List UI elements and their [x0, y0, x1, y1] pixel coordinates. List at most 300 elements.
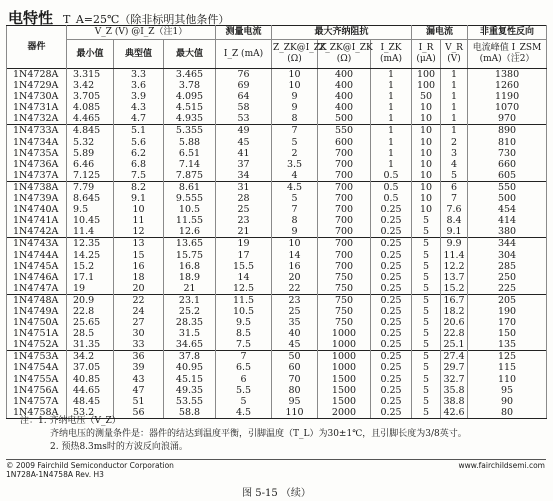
- table-row: [7, 328, 547, 339]
- cell-zzk-a: 10: [272, 238, 318, 250]
- cell-device: 1N4750A: [7, 317, 67, 328]
- cell-ir: 5: [412, 272, 441, 283]
- cell-izk: 0.5: [371, 181, 412, 193]
- cell-vr: 1: [441, 91, 468, 102]
- cell-device: 1N4754A: [7, 362, 67, 373]
- cell-zzk-b: 750: [318, 317, 371, 328]
- cell-vz-typ: 11: [114, 215, 164, 226]
- cell-iz: 12.5: [216, 283, 272, 295]
- cell-device: 1N4733A: [7, 125, 67, 137]
- cell-vz-min: 6.46: [67, 159, 114, 170]
- cell-izk: 0.25: [371, 238, 412, 250]
- cell-vz-max: 25.2: [164, 306, 216, 317]
- cell-zzk-b: 700: [318, 193, 371, 204]
- cell-ir: 5: [412, 238, 441, 250]
- cell-zzk-b: 1500: [318, 385, 371, 396]
- cell-zzk-a: 25: [272, 306, 318, 317]
- cell-vr: 6: [441, 181, 468, 193]
- cell-vr: 1: [441, 125, 468, 137]
- cell-ir: 10: [412, 204, 441, 215]
- cell-izsm: 454: [468, 204, 547, 215]
- cell-zzk-b: 400: [318, 91, 371, 102]
- cell-izk: 0.25: [371, 226, 412, 238]
- table-row: [7, 193, 547, 204]
- table-row: [7, 339, 547, 351]
- cell-device: 1N4744A: [7, 250, 67, 261]
- cell-vz-max: 13.65: [164, 238, 216, 250]
- cell-vr: 42.6: [441, 407, 468, 419]
- cell-vz-typ: 39: [114, 362, 164, 373]
- cell-izk: 1: [371, 102, 412, 113]
- cell-ir: 5: [412, 362, 441, 373]
- header-vr: V_R (V): [441, 40, 468, 69]
- cell-vz-typ: 20: [114, 283, 164, 295]
- cell-device: 1N4730A: [7, 91, 67, 102]
- cell-izk: 0.5: [371, 193, 412, 204]
- note-1-detail: 齐纳电压的测量条件是：器件的结达到温度平衡，引脚温度（T_L）为30±1℃，且引脚长度为3/8英寸。: [50, 429, 467, 439]
- cell-zzk-a: 45: [272, 339, 318, 351]
- cell-vz-min: 53.2: [67, 407, 114, 419]
- cell-zzk-b: 750: [318, 294, 371, 306]
- footnotes: [20, 415, 467, 454]
- cell-vz-max: 21: [164, 283, 216, 295]
- cell-vr: 16.7: [441, 294, 468, 306]
- header-leakage: 漏电流: [412, 26, 468, 40]
- cell-iz: 14: [216, 272, 272, 283]
- cell-zzk-b: 700: [318, 238, 371, 250]
- cell-vz-typ: 5.6: [114, 137, 164, 148]
- cell-zzk-a: 10: [272, 69, 318, 81]
- cell-ir: 50: [412, 91, 441, 102]
- cell-izk: 0.25: [371, 294, 412, 306]
- cell-izk: 0.25: [371, 339, 412, 351]
- cell-ir: 5: [412, 396, 441, 407]
- cell-zzk-b: 1000: [318, 339, 371, 351]
- cell-vz-max: 4.515: [164, 102, 216, 113]
- cell-izk: 1: [371, 148, 412, 159]
- table-row: [7, 113, 547, 125]
- cell-ir: 5: [412, 226, 441, 238]
- cell-izsm: 90: [468, 396, 547, 407]
- table-row: [7, 226, 547, 238]
- cell-vz-max: 45.15: [164, 374, 216, 385]
- cell-ir: 10: [412, 125, 441, 137]
- cell-ir: 10: [412, 113, 441, 125]
- cell-vz-max: 9.555: [164, 193, 216, 204]
- cell-izsm: 135: [468, 339, 547, 351]
- cell-vz-typ: 51: [114, 396, 164, 407]
- cell-izk: 0.25: [371, 374, 412, 385]
- cell-zzk-b: 1000: [318, 351, 371, 363]
- cell-zzk-a: 16: [272, 261, 318, 272]
- cell-iz: 11.5: [216, 294, 272, 306]
- note-1: 注：1. 齐纳电压（V_Z）: [20, 416, 121, 426]
- cell-vz-max: 5.88: [164, 137, 216, 148]
- cell-vz-typ: 3.6: [114, 80, 164, 91]
- cell-izsm: 190: [468, 306, 547, 317]
- cell-izk: 1: [371, 137, 412, 148]
- header-zzk-b: Z_ZK@I_ZK (Ω): [318, 40, 371, 69]
- cell-device: 1N4753A: [7, 351, 67, 363]
- cell-vz-max: 4.095: [164, 91, 216, 102]
- cell-izk: 0.25: [371, 317, 412, 328]
- footer-rule: [6, 459, 546, 460]
- cell-ir: 100: [412, 69, 441, 81]
- cell-vz-min: 7.125: [67, 170, 114, 182]
- cell-vz-max: 31.5: [164, 328, 216, 339]
- table-row: [7, 170, 547, 182]
- cell-zzk-b: 400: [318, 102, 371, 113]
- cell-vz-min: 28.5: [67, 328, 114, 339]
- cell-vz-min: 3.42: [67, 80, 114, 91]
- cell-izk: 0.25: [371, 215, 412, 226]
- cell-vz-min: 37.05: [67, 362, 114, 373]
- table-row: [7, 250, 547, 261]
- cell-izk: 0.25: [371, 250, 412, 261]
- cell-ir: 5: [412, 407, 441, 419]
- cell-izsm: 170: [468, 317, 547, 328]
- cell-izsm: 250: [468, 272, 547, 283]
- cell-zzk-b: 750: [318, 272, 371, 283]
- cell-vr: 20.6: [441, 317, 468, 328]
- cell-vr: 29.7: [441, 362, 468, 373]
- cell-zzk-a: 9: [272, 102, 318, 113]
- cell-izsm: 1260: [468, 80, 547, 91]
- cell-vr: 3: [441, 148, 468, 159]
- test-condition: T_A=25℃（除非标明其他条件）: [63, 13, 230, 26]
- cell-vr: 7.6: [441, 204, 468, 215]
- cell-ir: 5: [412, 283, 441, 295]
- table-row: [7, 272, 547, 283]
- cell-device: 1N4740A: [7, 204, 67, 215]
- cell-ir: 5: [412, 215, 441, 226]
- cell-device: 1N4751A: [7, 328, 67, 339]
- cell-vz-max: 10.5: [164, 204, 216, 215]
- cell-vz-min: 44.65: [67, 385, 114, 396]
- cell-izsm: 890: [468, 125, 547, 137]
- cell-vz-max: 18.9: [164, 272, 216, 283]
- cell-vr: 27.4: [441, 351, 468, 363]
- cell-device: 1N4742A: [7, 226, 67, 238]
- table-row: [7, 374, 547, 385]
- table-row: [7, 294, 547, 306]
- cell-vr: 1: [441, 80, 468, 91]
- cell-vz-typ: 6.8: [114, 159, 164, 170]
- figure-caption: 图 5-15 （续）: [242, 488, 311, 499]
- cell-vr: 8.4: [441, 215, 468, 226]
- cell-vr: 9.1: [441, 226, 468, 238]
- cell-iz: 49: [216, 125, 272, 137]
- cell-izk: 0.25: [371, 306, 412, 317]
- cell-ir: 5: [412, 294, 441, 306]
- cell-zzk-b: 600: [318, 137, 371, 148]
- cell-vz-max: 16.8: [164, 261, 216, 272]
- cell-vr: 1: [441, 69, 468, 81]
- cell-izsm: 80: [468, 407, 547, 419]
- header-zener-impedance: 最大齐纳阻抗: [272, 26, 412, 40]
- cell-vr: 35.8: [441, 385, 468, 396]
- cell-vz-min: 5.89: [67, 148, 114, 159]
- cell-vz-typ: 7.5: [114, 170, 164, 182]
- cell-zzk-b: 400: [318, 69, 371, 81]
- cell-iz: 10.5: [216, 306, 272, 317]
- cell-izsm: 150: [468, 328, 547, 339]
- cell-zzk-a: 10: [272, 80, 318, 91]
- cell-vr: 18.2: [441, 306, 468, 317]
- cell-izk: 1: [371, 125, 412, 137]
- cell-iz: 23: [216, 215, 272, 226]
- cell-izsm: 1190: [468, 91, 547, 102]
- cell-zzk-a: 3.5: [272, 159, 318, 170]
- cell-vz-typ: 36: [114, 351, 164, 363]
- cell-vz-min: 12.35: [67, 238, 114, 250]
- cell-izk: 0.25: [371, 396, 412, 407]
- cell-izsm: 344: [468, 238, 547, 250]
- cell-izsm: 380: [468, 226, 547, 238]
- cell-vz-typ: 3.3: [114, 69, 164, 81]
- cell-iz: 5.5: [216, 385, 272, 396]
- cell-vz-typ: 4.3: [114, 102, 164, 113]
- cell-vz-typ: 56: [114, 407, 164, 419]
- cell-device: 1N4738A: [7, 181, 67, 193]
- cell-device: 1N4728A: [7, 69, 67, 81]
- cell-izk: 0.25: [371, 407, 412, 419]
- cell-device: 1N4757A: [7, 396, 67, 407]
- cell-vr: 1: [441, 102, 468, 113]
- table-row: [7, 80, 547, 91]
- cell-izsm: 810: [468, 137, 547, 148]
- cell-device: 1N4729A: [7, 80, 67, 91]
- cell-zzk-a: 95: [272, 396, 318, 407]
- cell-izsm: 115: [468, 362, 547, 373]
- cell-izk: 0.25: [371, 283, 412, 295]
- cell-ir: 5: [412, 374, 441, 385]
- cell-device: 1N4756A: [7, 385, 67, 396]
- cell-iz: 64: [216, 91, 272, 102]
- cell-vz-typ: 10: [114, 204, 164, 215]
- cell-izk: 0.25: [371, 204, 412, 215]
- cell-iz: 34: [216, 170, 272, 182]
- cell-ir: 5: [412, 250, 441, 261]
- cell-vr: 15.2: [441, 283, 468, 295]
- cell-vz-min: 15.2: [67, 261, 114, 272]
- cell-iz: 69: [216, 80, 272, 91]
- cell-vz-typ: 47: [114, 385, 164, 396]
- cell-vz-max: 34.65: [164, 339, 216, 351]
- cell-vz-max: 58.8: [164, 407, 216, 419]
- table-row: [7, 385, 547, 396]
- cell-ir: 5: [412, 328, 441, 339]
- cell-iz: 5: [216, 396, 272, 407]
- cell-device: 1N4758A: [7, 407, 67, 419]
- cell-device: 1N4755A: [7, 374, 67, 385]
- cell-zzk-b: 700: [318, 250, 371, 261]
- header-device: 器件: [7, 26, 67, 69]
- cell-iz: 7.5: [216, 339, 272, 351]
- cell-zzk-b: 1500: [318, 396, 371, 407]
- cell-vz-max: 11.55: [164, 215, 216, 226]
- cell-zzk-b: 400: [318, 80, 371, 91]
- cell-zzk-a: 50: [272, 351, 318, 363]
- cell-izsm: 970: [468, 113, 547, 125]
- cell-izsm: 110: [468, 374, 547, 385]
- header-izsm: 电流峰值 I_ZSM (mA)（注2）: [468, 40, 547, 69]
- cell-zzk-a: 5: [272, 193, 318, 204]
- cell-vz-typ: 4.7: [114, 113, 164, 125]
- cell-ir: 10: [412, 148, 441, 159]
- cell-iz: 31: [216, 181, 272, 193]
- cell-vz-max: 40.95: [164, 362, 216, 373]
- cell-vz-typ: 5.1: [114, 125, 164, 137]
- cell-zzk-b: 550: [318, 125, 371, 137]
- cell-izk: 0.5: [371, 170, 412, 182]
- cell-zzk-b: 750: [318, 306, 371, 317]
- cell-vz-typ: 30: [114, 328, 164, 339]
- cell-iz: 15.5: [216, 261, 272, 272]
- cell-izsm: 125: [468, 351, 547, 363]
- cell-vr: 9.9: [441, 238, 468, 250]
- cell-zzk-a: 22: [272, 283, 318, 295]
- cell-vz-max: 15.75: [164, 250, 216, 261]
- cell-vz-min: 3.705: [67, 91, 114, 102]
- header-typ: 典型值: [114, 40, 164, 69]
- cell-izk: 0.25: [371, 272, 412, 283]
- cell-zzk-b: 1000: [318, 362, 371, 373]
- cell-device: 1N4748A: [7, 294, 67, 306]
- table-row: [7, 283, 547, 295]
- cell-zzk-b: 700: [318, 181, 371, 193]
- cell-iz: 21: [216, 226, 272, 238]
- cell-izk: 0.25: [371, 351, 412, 363]
- cell-zzk-a: 4: [272, 170, 318, 182]
- header-vz: V_Z (V) @I_Z（注1）: [67, 26, 216, 40]
- cell-vz-min: 25.65: [67, 317, 114, 328]
- header-min: 最小值: [67, 40, 114, 69]
- cell-vr: 32.7: [441, 374, 468, 385]
- cell-vz-min: 48.45: [67, 396, 114, 407]
- table-row: [7, 362, 547, 373]
- table-row: [7, 181, 547, 193]
- cell-zzk-a: 60: [272, 362, 318, 373]
- cell-izk: 1: [371, 113, 412, 125]
- cell-izsm: 500: [468, 193, 547, 204]
- cell-iz: 6.5: [216, 362, 272, 373]
- cell-vr: 4: [441, 159, 468, 170]
- cell-iz: 37: [216, 159, 272, 170]
- cell-izsm: 1070: [468, 102, 547, 113]
- cell-zzk-a: 9: [272, 226, 318, 238]
- table-row: [7, 204, 547, 215]
- cell-vz-min: 34.2: [67, 351, 114, 363]
- cell-iz: 76: [216, 69, 272, 81]
- cell-zzk-a: 8: [272, 113, 318, 125]
- cell-izsm: 1380: [468, 69, 547, 81]
- cell-izk: 1: [371, 159, 412, 170]
- table-row: [7, 137, 547, 148]
- cell-ir: 100: [412, 80, 441, 91]
- cell-vr: 11.4: [441, 250, 468, 261]
- cell-vz-typ: 22: [114, 294, 164, 306]
- cell-zzk-a: 40: [272, 328, 318, 339]
- cell-zzk-b: 700: [318, 226, 371, 238]
- cell-device: 1N4737A: [7, 170, 67, 182]
- cell-vr: 12.2: [441, 261, 468, 272]
- cell-vz-max: 28.35: [164, 317, 216, 328]
- cell-vz-min: 20.9: [67, 294, 114, 306]
- cell-izsm: 730: [468, 148, 547, 159]
- cell-ir: 5: [412, 339, 441, 351]
- part-revision: 1N728A-1N4758A Rev. H3: [6, 470, 104, 479]
- cell-vr: 38.8: [441, 396, 468, 407]
- cell-izk: 1: [371, 69, 412, 81]
- cell-vz-typ: 13: [114, 238, 164, 250]
- cell-iz: 45: [216, 137, 272, 148]
- cell-zzk-a: 4.5: [272, 181, 318, 193]
- cell-vr: 25.1: [441, 339, 468, 351]
- table-row: [7, 91, 547, 102]
- cell-iz: 6: [216, 374, 272, 385]
- header-ir: I_R (μA): [412, 40, 441, 69]
- cell-izk: 0.25: [371, 328, 412, 339]
- table-row: [7, 396, 547, 407]
- cell-vz-min: 4.465: [67, 113, 114, 125]
- cell-vz-min: 8.645: [67, 193, 114, 204]
- cell-iz: 8.5: [216, 328, 272, 339]
- cell-vr: 5: [441, 170, 468, 182]
- cell-vz-min: 22.8: [67, 306, 114, 317]
- cell-vr: 22.8: [441, 328, 468, 339]
- cell-zzk-b: 700: [318, 204, 371, 215]
- table-row: [7, 69, 547, 81]
- cell-vz-max: 3.78: [164, 80, 216, 91]
- cell-vz-max: 7.14: [164, 159, 216, 170]
- note-2: 2. 预热8.3ms时的方波反向浪涌。: [50, 442, 188, 452]
- cell-vz-max: 53.55: [164, 396, 216, 407]
- cell-izsm: 304: [468, 250, 547, 261]
- cell-iz: 53: [216, 113, 272, 125]
- cell-vz-max: 49.35: [164, 385, 216, 396]
- cell-izsm: 225: [468, 283, 547, 295]
- footer-url: www.fairchildsemi.com: [458, 461, 545, 470]
- cell-device: 1N4743A: [7, 238, 67, 250]
- cell-vz-min: 5.32: [67, 137, 114, 148]
- cell-vz-min: 9.5: [67, 204, 114, 215]
- cell-vz-min: 10.45: [67, 215, 114, 226]
- cell-device: 1N4746A: [7, 272, 67, 283]
- cell-vz-min: 11.4: [67, 226, 114, 238]
- cell-izk: 0.25: [371, 261, 412, 272]
- table-row: [7, 102, 547, 113]
- cell-vz-typ: 27: [114, 317, 164, 328]
- cell-vz-max: 3.465: [164, 69, 216, 81]
- cell-iz: 58: [216, 102, 272, 113]
- cell-device: 1N4741A: [7, 215, 67, 226]
- cell-iz: 9.5: [216, 317, 272, 328]
- cell-device: 1N4745A: [7, 261, 67, 272]
- cell-zzk-a: 8: [272, 215, 318, 226]
- cell-zzk-a: 2: [272, 148, 318, 159]
- cell-ir: 10: [412, 159, 441, 170]
- cell-izk: 0.25: [371, 385, 412, 396]
- cell-vz-typ: 24: [114, 306, 164, 317]
- cell-vz-typ: 43: [114, 374, 164, 385]
- cell-vz-typ: 16: [114, 261, 164, 272]
- cell-vz-min: 4.085: [67, 102, 114, 113]
- cell-zzk-b: 1500: [318, 374, 371, 385]
- header-max: 最大值: [164, 40, 216, 69]
- cell-vz-typ: 12: [114, 226, 164, 238]
- cell-vz-min: 14.25: [67, 250, 114, 261]
